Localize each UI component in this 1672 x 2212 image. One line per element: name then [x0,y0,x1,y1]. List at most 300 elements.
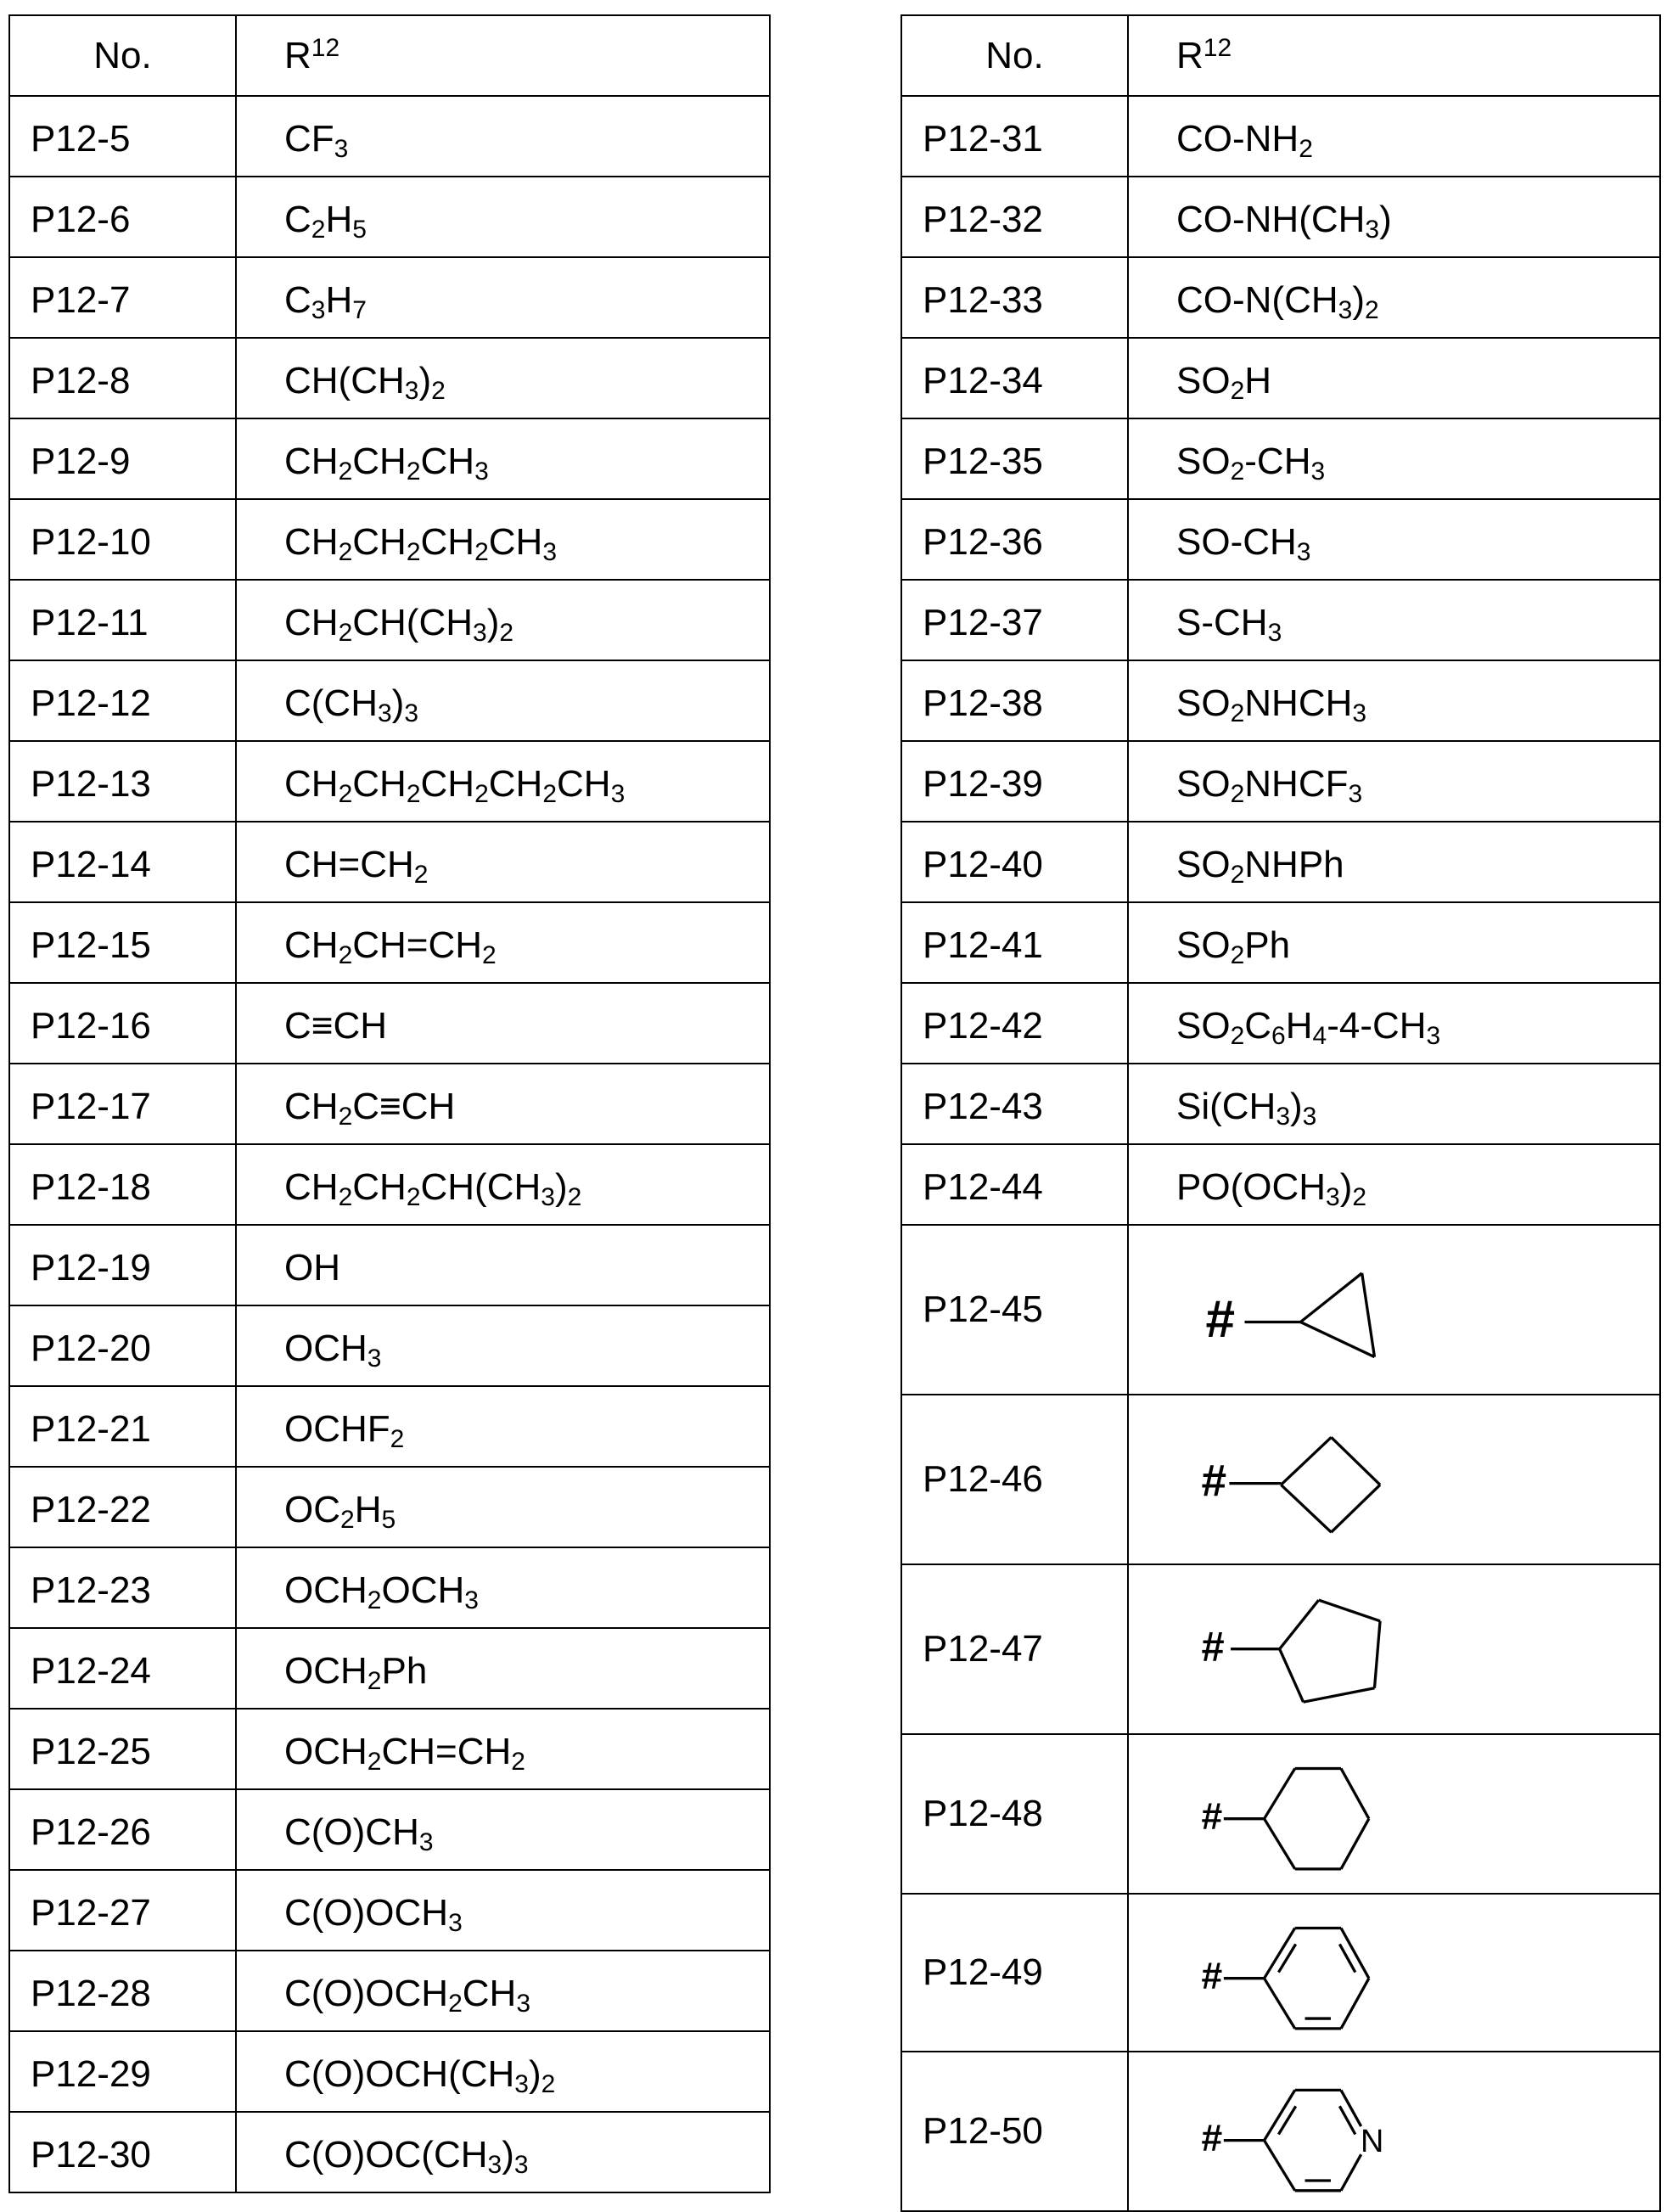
compound-number: P12-10 [9,499,236,580]
r12-formula [236,1870,770,1951]
r12-formula [236,96,770,177]
r12-formula [1128,822,1660,902]
r12-formula [1128,257,1660,338]
table-row [901,1894,1660,2052]
formula-text: CH(CH [421,1166,541,1208]
formula-text: S-CH [1176,602,1268,643]
formula-text: SO [1176,360,1231,401]
formula-subscript: 3 [405,377,419,405]
r12-formula [236,1789,770,1870]
cyclohexyl-structure-icon [1129,1735,1659,1893]
compound-number: P12-38 [901,660,1128,741]
table-row [9,1064,770,1144]
table-row [901,1395,1660,1564]
formula-subscript: 2 [339,941,353,969]
formula-text: H [1286,1005,1313,1047]
table-row [901,338,1660,418]
formula-text: C [284,279,311,321]
r12-formula [236,660,770,741]
compound-number: P12-50 [901,2052,1128,2211]
compound-number: P12-15 [9,902,236,983]
table-row [901,822,1660,902]
table-row [901,2052,1660,2211]
compound-number: P12-16 [9,983,236,1064]
formula-text: CH(CH [284,360,405,401]
r12-formula [1128,983,1660,1064]
table-row [9,177,770,257]
formula-subscript: 3 [514,2070,529,2098]
formula-subscript: 3 [474,458,489,486]
r12-formula [236,1709,770,1789]
formula-text: ) [1290,1086,1303,1127]
formula-text: CO-NH [1176,118,1299,160]
formula-text: Ph [381,1650,427,1692]
compound-number: P12-34 [901,338,1128,418]
r12-formula [236,741,770,822]
formula-subscript: 3 [464,1586,479,1614]
formula-text: CH [284,1086,339,1127]
r12-structure [1128,1225,1660,1395]
formula-subscript: 3 [516,1990,530,2018]
formula-subscript: 2 [1231,699,1245,727]
formula-text: Si(CH [1176,1086,1276,1127]
formula-subscript: 2 [448,1990,463,2018]
ring-bond [1281,1437,1331,1485]
table-row [9,2031,770,2112]
compound-number: P12-17 [9,1064,236,1144]
formula-text: CH [284,441,339,482]
formula-text: CH [352,521,407,563]
formula-subscript: 3 [419,1828,434,1856]
formula-text: C(O)OCH(CH [284,2053,514,2095]
formula-subscript: 3 [1365,216,1379,244]
formula-subscript: 3 [1268,619,1282,647]
formula-subscript: 3 [1310,458,1325,486]
compound-number: P12-32 [901,177,1128,257]
formula-text: CH(CH [352,602,473,643]
formula-subscript: 3 [541,1183,555,1211]
formula-text: C(O)OCH [284,1973,448,2014]
formula-text: OCH [284,1569,368,1611]
compound-number: P12-46 [901,1395,1128,1564]
formula-subscript: 7 [352,296,367,324]
column-header-r12 [1128,15,1660,96]
table-row [9,418,770,499]
table-row [901,1225,1660,1395]
formula-subscript: 2 [1231,941,1245,969]
formula-text: ) [502,2134,514,2176]
formula-text: ) [1352,279,1365,321]
formula-subscript: 2 [339,780,353,808]
r12-structure [1128,1734,1660,1894]
formula-subscript: 2 [511,1748,525,1776]
formula-subscript: 4 [1313,1022,1327,1050]
header-row [901,15,1660,96]
formula-subscript: 2 [474,538,489,566]
formula-text: SO [1176,763,1231,805]
attachment-point-label: # [1202,2118,1223,2159]
formula-text: CF [284,118,334,160]
r12-formula [236,1144,770,1225]
formula-text: Ph [1244,924,1290,966]
table-row [901,983,1660,1064]
formula-subscript: 3 [1352,699,1366,727]
formula-text: CH=CH [352,924,482,966]
r12-formula [236,1305,770,1386]
compound-number: P12-30 [9,2112,236,2192]
table-row [9,1144,770,1225]
formula-subscript: 2 [1365,296,1379,324]
formula-text: OH [284,1247,340,1288]
formula-text: CH [421,521,475,563]
compound-number: P12-43 [901,1064,1128,1144]
nitrogen-atom-label: N [1361,2124,1383,2159]
r12-formula [1128,660,1660,741]
r12-formula [236,418,770,499]
formula-subscript: 5 [352,216,367,244]
formula-text: C [284,199,311,240]
compound-number: P12-11 [9,580,236,660]
table-row [9,822,770,902]
formula-subscript: 2 [542,780,557,808]
cyclopropyl-structure-icon [1129,1226,1659,1394]
formula-subscript: 2 [1299,135,1313,163]
formula-subscript: 3 [311,296,326,324]
compound-number: P12-9 [9,418,236,499]
formula-subscript: 3 [514,2151,529,2179]
ring-bond [1265,1819,1295,1869]
phenyl-structure-icon [1129,1895,1659,2051]
r12-formula [1128,338,1660,418]
formula-subscript: 2 [407,1183,421,1211]
compound-number: P12-31 [901,96,1128,177]
formula-subscript: 2 [1231,1022,1245,1050]
r12-formula [236,822,770,902]
formula-subscript: 2 [368,1748,382,1776]
formula-text: CH [463,1973,517,2014]
formula-text: PO(OCH [1176,1166,1326,1208]
formula-text: OCHF [284,1408,390,1450]
table-row [901,1564,1660,1734]
table-row [9,1225,770,1305]
ring-bond [1300,1322,1374,1356]
table-row [9,2112,770,2192]
r12-formula [236,1064,770,1144]
formula-text: CO-N(CH [1176,279,1338,321]
r12-formula [236,2031,770,2112]
table-row [9,257,770,338]
formula-text: OCH [284,1731,368,1772]
compound-number: P12-36 [901,499,1128,580]
column-header-no: No. [9,15,236,96]
r12-formula [236,177,770,257]
r12-formula [1128,580,1660,660]
r12-formula [236,1225,770,1305]
table-row [9,96,770,177]
r12-structure [1128,1564,1660,1734]
formula-text: SO [1176,924,1231,966]
r-superscript: 12 [311,34,339,62]
attachment-point-label: # [1202,1956,1223,1997]
formula-subscript: 3 [404,699,418,727]
table-row [901,741,1660,822]
compound-number: P12-7 [9,257,236,338]
r12-formula [236,1386,770,1467]
formula-text: SO [1176,682,1231,724]
compound-number: P12-29 [9,2031,236,2112]
formula-subscript: 3 [334,135,349,163]
cyclopentyl-structure-icon [1129,1565,1659,1733]
formula-subscript: 3 [542,538,557,566]
r12-formula [1128,741,1660,822]
compound-number: P12-19 [9,1225,236,1305]
table-row [9,1870,770,1951]
formula-subscript: 2 [368,1586,382,1614]
formula-subscript: 2 [568,1183,582,1211]
formula-subscript: 2 [339,1103,353,1131]
formula-subscript: 2 [339,458,353,486]
formula-subscript: 2 [1231,861,1245,889]
r12-formula [236,1547,770,1628]
formula-subscript: 2 [499,619,513,647]
formula-subscript: 3 [368,1345,382,1373]
r12-formula [1128,1144,1660,1225]
formula-subscript: 2 [431,377,446,405]
formula-subscript: 2 [407,538,421,566]
r12-formula [236,2112,770,2192]
formula-text: NHPh [1244,844,1344,885]
formula-subscript: 3 [1326,1183,1340,1211]
ring-bond [1280,1649,1304,1703]
formula-subscript: 3 [1297,538,1311,566]
formula-text: ) [418,360,431,401]
formula-text: C≡CH [284,1005,387,1047]
compound-number: P12-5 [9,96,236,177]
compound-number: P12-26 [9,1789,236,1870]
4-pyridyl-structure-icon [1129,2052,1659,2210]
formula-subscript: 2 [541,2070,556,2098]
formula-subscript: 2 [339,619,353,647]
formula-text: SO [1176,441,1231,482]
table-row [901,1734,1660,1894]
table-row [901,660,1660,741]
ring-bond [1341,1819,1369,1869]
formula-subscript: 3 [1276,1103,1290,1131]
formula-subscript: 3 [1348,780,1362,808]
ring-bond [1341,2154,1361,2191]
attachment-point-label: # [1202,1796,1223,1838]
r12-formula [1128,96,1660,177]
formula-text: C≡CH [352,1086,455,1127]
formula-text: CH [421,441,475,482]
formula-subscript: 6 [1271,1022,1286,1050]
cyclobutyl-structure-icon [1129,1395,1659,1564]
ring-bond [1265,2141,1295,2191]
compound-number: P12-27 [9,1870,236,1951]
table-row [901,499,1660,580]
compound-number: P12-39 [901,741,1128,822]
compound-number: P12-28 [9,1951,236,2031]
table-row [9,902,770,983]
formula-text: CO-NH(CH [1176,199,1365,240]
formula-subscript: 3 [1427,1022,1441,1050]
formula-text: CH [352,1166,407,1208]
formula-text: CH=CH [284,844,414,885]
table-row [9,1305,770,1386]
formula-subscript: 2 [1231,458,1245,486]
formula-text: OCH [284,1328,368,1369]
ring-bond [1341,2090,1361,2126]
formula-text: SO [1176,844,1231,885]
compound-number: P12-44 [901,1144,1128,1225]
table-row [9,338,770,418]
compound-number: P12-13 [9,741,236,822]
formula-text: CH [284,924,339,966]
formula-text: C [1244,1005,1271,1047]
r12-formula [1128,418,1660,499]
table-row [901,96,1660,177]
r12-formula [1128,177,1660,257]
formula-subscript: 2 [1231,377,1245,405]
formula-text: OC [284,1489,340,1530]
compound-number: P12-21 [9,1386,236,1467]
formula-text: OCH [284,1650,368,1692]
formula-subscript: 2 [407,780,421,808]
formula-text: NHCF [1244,763,1348,805]
column-header-no: No. [901,15,1128,96]
ring-bond [1281,1485,1331,1532]
formula-text: CH [421,763,475,805]
formula-text: CH [284,1166,339,1208]
formula-subscript: 2 [368,1667,382,1695]
formula-subscript: 2 [407,458,421,486]
substituent-table-left [8,14,771,2193]
r12-formula [236,983,770,1064]
compound-number: P12-40 [901,822,1128,902]
r-label: R [1176,35,1204,76]
formula-subscript: 2 [474,780,489,808]
table-row [9,1628,770,1709]
compound-number: P12-49 [901,1894,1128,2052]
table-row [901,1144,1660,1225]
ring-bond [1362,1273,1375,1357]
table-row [901,902,1660,983]
formula-text: CH [557,763,611,805]
r12-formula [236,338,770,418]
formula-subscript: 3 [378,699,392,727]
formula-text: H [325,279,352,321]
formula-subscript: 2 [1352,1183,1366,1211]
formula-text: CH [352,763,407,805]
r12-formula [1128,902,1660,983]
attachment-point-label: # [1202,1624,1225,1670]
formula-text: ) [1340,1166,1353,1208]
formula-text: H [1244,360,1271,401]
compound-number: P12-8 [9,338,236,418]
table-row [9,1709,770,1789]
formula-text: CH [352,441,407,482]
r12-structure [1128,1894,1660,2052]
formula-text: H [355,1489,382,1530]
table-row [9,1386,770,1467]
compound-number: P12-42 [901,983,1128,1064]
formula-text: ) [555,1166,568,1208]
table-row [9,1547,770,1628]
formula-text: -4-CH [1327,1005,1426,1047]
formula-text: ) [1379,199,1392,240]
compound-number: P12-35 [901,418,1128,499]
formula-subscript: 3 [1303,1103,1317,1131]
table-row [901,257,1660,338]
compound-number: P12-33 [901,257,1128,338]
r12-formula [236,499,770,580]
compound-number: P12-25 [9,1709,236,1789]
compound-number: P12-12 [9,660,236,741]
formula-text: ) [392,682,405,724]
formula-subscript: 2 [414,861,429,889]
ring-bond [1304,1688,1375,1702]
table-row [9,741,770,822]
table-row [901,1064,1660,1144]
compound-number: P12-41 [901,902,1128,983]
compound-number: P12-6 [9,177,236,257]
formula-subscript: 3 [448,1909,463,1937]
formula-text: CH [284,521,339,563]
r12-structure [1128,2052,1660,2211]
table-row [901,580,1660,660]
formula-subscript: 3 [611,780,626,808]
table-row [9,1467,770,1547]
compound-number: P12-37 [901,580,1128,660]
formula-subscript: 2 [339,1183,353,1211]
ring-bond [1341,1768,1369,1818]
ring-bond [1265,1979,1295,2029]
ring-bond [1341,1979,1369,2029]
header-row [9,15,770,96]
table-row [901,418,1660,499]
formula-text: CH [284,763,339,805]
r12-formula [1128,1064,1660,1144]
compound-number: P12-47 [901,1564,1128,1734]
compound-number: P12-24 [9,1628,236,1709]
r12-structure [1128,1395,1660,1564]
ring-bond [1374,1621,1380,1688]
formula-text: C(O)OC(CH [284,2134,488,2176]
compound-number: P12-14 [9,822,236,902]
formula-subscript: 2 [339,538,353,566]
table-row [901,177,1660,257]
compound-number: P12-22 [9,1467,236,1547]
formula-text: CH [489,521,543,563]
formula-text: OCH [381,1569,464,1611]
table-row [9,660,770,741]
ring-bond [1331,1437,1380,1485]
compound-number: P12-45 [901,1225,1128,1395]
r12-formula [236,902,770,983]
r-superscript: 12 [1204,34,1232,62]
r12-formula [236,1467,770,1547]
formula-text: NHCH [1244,682,1352,724]
formula-subscript: 2 [1231,780,1245,808]
compound-number: P12-20 [9,1305,236,1386]
formula-text: H [325,199,352,240]
formula-subscript: 2 [482,941,497,969]
formula-text: C(O)CH [284,1811,419,1853]
attachment-point-label: # [1202,1457,1227,1507]
formula-text: ) [487,602,500,643]
formula-subscript: 2 [390,1425,405,1453]
ring-bond [1319,1600,1380,1621]
